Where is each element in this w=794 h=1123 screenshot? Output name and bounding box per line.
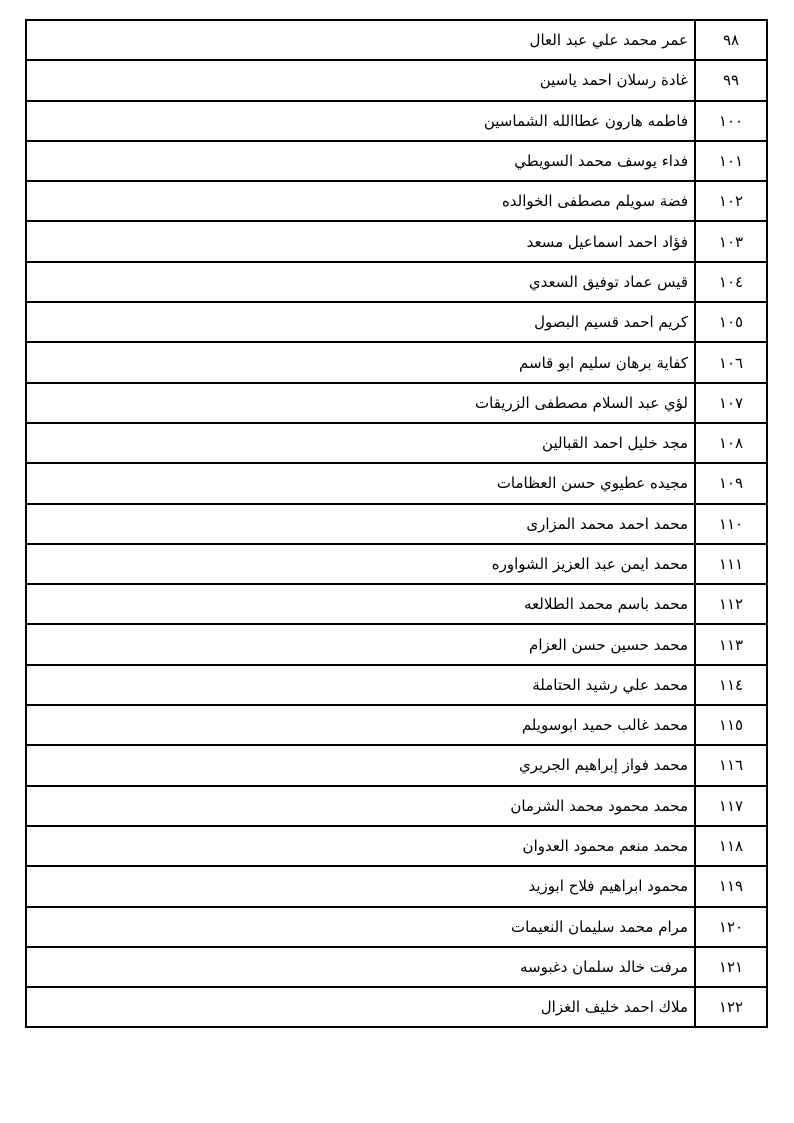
row-name: غادة رسلان احمد ياسين — [26, 60, 695, 100]
table-row — [26, 423, 767, 463]
row-name: محمد ايمن عبد العزيز الشواوره — [26, 544, 695, 584]
row-name: كفاية برهان سليم ابو قاسم — [26, 342, 695, 382]
table-row — [26, 342, 767, 382]
row-name: فداء يوسف محمد السويطي — [26, 141, 695, 181]
table-row — [26, 504, 767, 544]
row-name: محمود ابراهيم فلاح ابوزيد — [26, 866, 695, 906]
table-row — [26, 383, 767, 423]
row-number: ١٢٢ — [695, 987, 767, 1027]
row-name: مرام محمد سليمان النعيمات — [26, 907, 695, 947]
row-name: ملاك احمد خليف الغزال — [26, 987, 695, 1027]
row-name: عمر محمد علي عبد العال — [26, 20, 695, 60]
table-row — [26, 20, 767, 60]
table-row — [26, 907, 767, 947]
table-row — [26, 826, 767, 866]
row-name: مرفت خالد سلمان دغبوسه — [26, 947, 695, 987]
row-name: محمد علي رشيد الحتاملة — [26, 665, 695, 705]
table-row — [26, 60, 767, 100]
row-number: ١١٩ — [695, 866, 767, 906]
row-name: قيس عماد توفيق السعدي — [26, 262, 695, 302]
row-number: ١٢١ — [695, 947, 767, 987]
row-number: ١٠٢ — [695, 181, 767, 221]
row-name: فؤاد احمد اسماعيل مسعد — [26, 221, 695, 261]
row-name: محمد حسين حسن العزام — [26, 624, 695, 664]
row-name: محمد منعم محمود العدوان — [26, 826, 695, 866]
row-number: ١٠٩ — [695, 463, 767, 503]
table-row — [26, 584, 767, 624]
names-table-body — [26, 20, 767, 1027]
row-name: كريم احمد قسيم البصول — [26, 302, 695, 342]
row-name: محمد محمود محمد الشرمان — [26, 786, 695, 826]
names-table — [25, 19, 768, 1028]
row-number: ١١٢ — [695, 584, 767, 624]
row-number: ١١٥ — [695, 705, 767, 745]
row-name: فضة سويلم مصطفى الخوالده — [26, 181, 695, 221]
row-number: ١١٣ — [695, 624, 767, 664]
row-number: ١٢٠ — [695, 907, 767, 947]
table-row — [26, 544, 767, 584]
row-name: فاطمه هارون عطاالله الشماسين — [26, 101, 695, 141]
table-row — [26, 866, 767, 906]
row-name: محمد احمد محمد المزارى — [26, 504, 695, 544]
row-name: مجد خليل احمد القبالين — [26, 423, 695, 463]
table-row — [26, 262, 767, 302]
row-number: ١١٠ — [695, 504, 767, 544]
table-row — [26, 624, 767, 664]
table-row — [26, 786, 767, 826]
table-row — [26, 221, 767, 261]
row-number: ١١١ — [695, 544, 767, 584]
table-row — [26, 181, 767, 221]
row-number: ١٠٥ — [695, 302, 767, 342]
table-row — [26, 463, 767, 503]
row-number: ١١٤ — [695, 665, 767, 705]
row-number: ١٠٦ — [695, 342, 767, 382]
row-number: ١١٨ — [695, 826, 767, 866]
row-name: محمد باسم محمد الطلالعه — [26, 584, 695, 624]
table-row — [26, 987, 767, 1027]
table-row — [26, 745, 767, 785]
table-row — [26, 302, 767, 342]
row-name: مجيده عطيوي حسن العظامات — [26, 463, 695, 503]
row-number: ١٠٧ — [695, 383, 767, 423]
table-row — [26, 101, 767, 141]
table-row — [26, 705, 767, 745]
row-name: محمد فواز إبراهيم الجريري — [26, 745, 695, 785]
row-name: لؤي عبد السلام مصطفى الزريقات — [26, 383, 695, 423]
row-number: ١١٧ — [695, 786, 767, 826]
row-number: ٩٨ — [695, 20, 767, 60]
row-number: ١٠١ — [695, 141, 767, 181]
table-row — [26, 665, 767, 705]
row-number: ١٠٤ — [695, 262, 767, 302]
row-number: ١٠٣ — [695, 221, 767, 261]
row-number: ١١٦ — [695, 745, 767, 785]
table-row — [26, 141, 767, 181]
row-number: ١٠٠ — [695, 101, 767, 141]
row-number: ٩٩ — [695, 60, 767, 100]
row-number: ١٠٨ — [695, 423, 767, 463]
table-row — [26, 947, 767, 987]
row-name: محمد غالب حميد ابوسويلم — [26, 705, 695, 745]
